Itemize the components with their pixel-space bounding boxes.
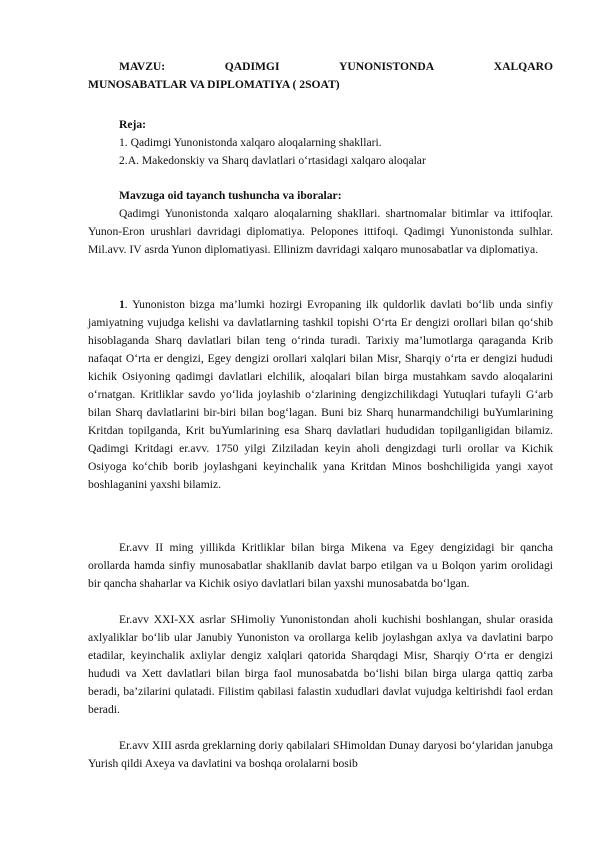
terms-heading: Mavzuga oid tayanch tushuncha va iboralar: xyxy=(119,189,342,202)
paragraph-1-text: . Yunoniston bizga ma’lumki hozirgi Evropaning ilk quldorlik davlati bo‘lib unda sinfiy jamiyatning vujudga kelishi va davlatlarning tashkil topishi O‘rta Er dengizi orollari bilan qo‘shib hisoblaganda Sharq davlatlari bilan teng o‘rinda turadi. Tarixiy ma’lumotlarga qaraganda Krib nafaqat O‘rta er dengizi, Egey dengizi orollari xalqlari bilan Misr, Sharqiy o‘rta er dengizi hududi kichik Osiyoning qadimgi davlatlari elchilik, aloqalari bilan birga mustahkam savdo aloqalarini o‘rnatgan. Kritliklar savdo yo‘lida joylashib o‘zlarining dengizchilikdagi Yutuqlari tufayli G‘arb bilan Sharq davlatlarini bir-biri bilan bog‘lagan. Buni biz Sharq hunarmandchiligi buYumlarining Kritdan topilganda, Krit buYumlarining esa Sharq davlatlari hududidan topilganligidan bilamiz. Qadimgi Kritdagi er.avv. 1750 yilgi Zilziladan keyin aholi dengizdagi turli orollar va Kichik Osiyoga ko‘chib borib joylashgani keyinchalik yana Kritdan Minos boshchiligida yangi xayot boshlaganini yaxshi bilamiz. xyxy=(88,298,553,491)
paragraph-2: Er.avv II ming yillikda Kritliklar bilan birga Mikena va Egey dengizidagi bir qancha orollarda hamda sinfiy munosabatlar shakllanib davlat barpo etilgan va u Bolqon yarim orolidagi bir qancha shaharlar va Kichik osiyo davlatlari bilan yaxshi munosabatda bo‘lgan. xyxy=(88,541,553,590)
plan-section xyxy=(119,116,426,170)
title-word-2: QADIMGI xyxy=(224,60,280,73)
plan-item-2: 2.A. Makedonskiy va Sharq davlatlari o‘rtasidagi xalqaro aloqalar xyxy=(119,154,426,167)
title-word-1: MAVZU: xyxy=(119,60,166,73)
plan-item-1: 1. Qadimgi Yunonistonda xalqaro aloqalarning shakllari. xyxy=(119,136,382,149)
title-word-3: YUNONISTONDA xyxy=(339,60,435,73)
title-line-2: MUNOSABATLAR VA DIPLOMATIYA ( 2SOAT) xyxy=(88,78,340,91)
title-line-1 xyxy=(88,58,553,76)
document-title xyxy=(88,58,553,94)
title-word-4: XALQARO xyxy=(493,60,553,73)
paragraph-1-number: 1 xyxy=(119,298,125,311)
terms-paragraph: Qadimgi Yunonistonda xalqaro aloqalarning shakllari. shartnomalar bitimlar va ittifoqlar. Yunon-Eron urushlari davridagi diplomatiya. Pelopones ittifoqi. Qadimgi Yunonistonda sulhlar. Mil.avv. IV asrda Yunon diplomatiyasi. Ellinizm davridagi xalqaro munosabatlar va diplomatiya. xyxy=(88,207,553,256)
paragraph-3: Er.avv XXI-XX asrlar SHimoliy Yunonistondan aholi kuchishi boshlangan, shular orasida axlyaliklar bo‘lib ular Janubiy Yunoniston va orollarga kelib joylashgan axlya va davlatini barpo etadilar, keyinchalik axliylar dengiz xalqlari qatorida Sharqdagi Misr, Sharqiy O‘rta er dengizi hududi va Xett davlatlari bilan birga faol munosabatda bo‘lishi bilan birga ularga qattiq zarba beradi, ba’zilarini qulatadi. Filistim qabilasi falastin xududlari davlat vujudga keltirishdi faol erdan beradi. xyxy=(88,613,553,716)
plan-label: Reja: xyxy=(119,118,147,131)
paragraph-4: Er.avv XIII asrda greklarning doriy qabilalari SHimoldan Dunay daryosi bo‘ylaridan janubga Yurish qildi Axeya va davlatini va boshqa orolalarni bosib xyxy=(88,739,553,770)
paragraph-1 xyxy=(88,296,553,494)
